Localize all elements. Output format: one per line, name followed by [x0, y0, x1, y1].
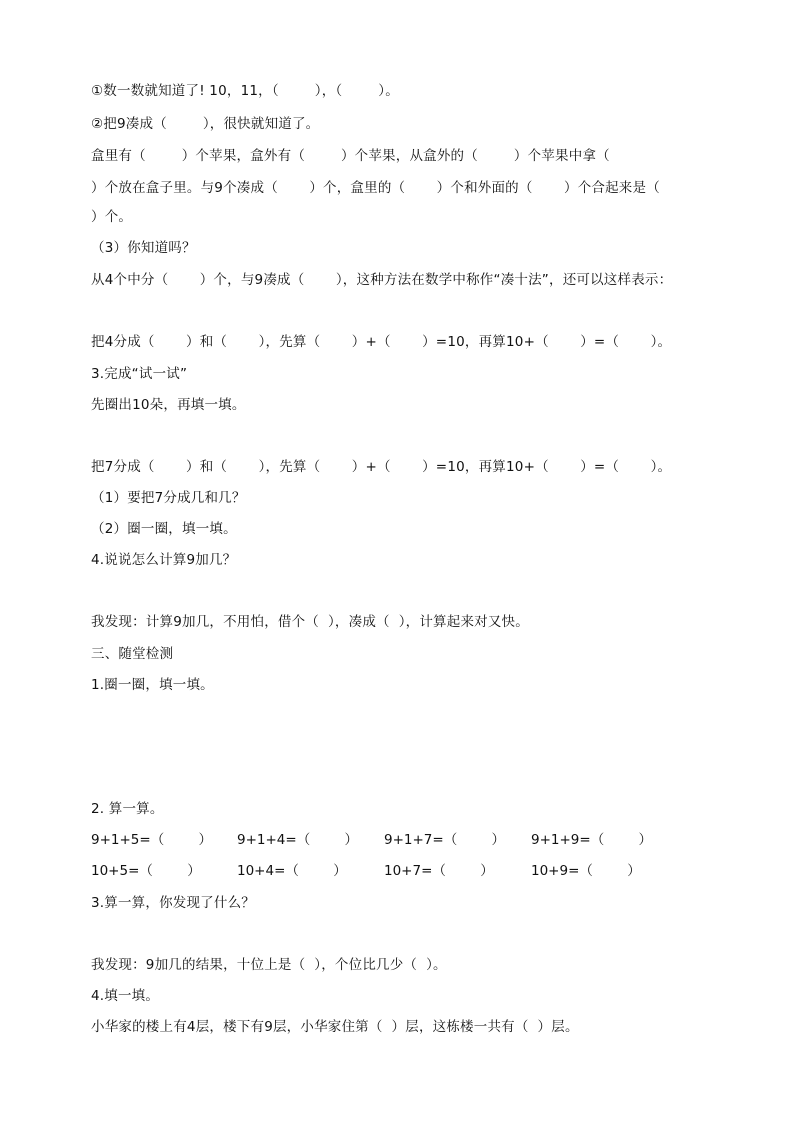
line-apples-3: ）个。	[91, 209, 133, 225]
line-q1: （1）要把7分成几和几？	[91, 490, 246, 506]
line-apples-1: 盒里有（ ）个苹果，盒外有（ ）个苹果，从盒外的（ ）个苹果中拿（	[91, 148, 610, 164]
line-floors: 小华家的楼上有4层，楼下有9层，小华家住第（ ）层，这栋楼一共有（ ）层。	[91, 1019, 579, 1035]
calc-item: 9+1+9=（ ）	[531, 832, 653, 848]
line-make-ten: ②把9凑成（ ），很快就知道了。	[91, 116, 320, 132]
calc-row-1	[91, 831, 711, 849]
line-split-4: 把4分成（ ）和（ ），先算（ ）+（ ）=10，再算10+（ ）=（ ）。	[91, 334, 672, 350]
calc-item: 10+9=（ ）	[531, 863, 641, 879]
line-do-you-know: （3）你知道吗？	[91, 240, 196, 256]
line-split-7: 把7分成（ ）和（ ），先算（ ）+（ ）=10，再算10+（ ）=（ ）。	[91, 459, 672, 475]
section-how-calc: 4.说说怎么计算9加几？	[91, 552, 237, 568]
calc-item: 9+1+5=（ ）	[91, 832, 213, 848]
calc-row-2	[91, 862, 711, 880]
section-class-test: 三、随堂检测	[91, 646, 174, 662]
line-test-1: 1.圈一圈，填一填。	[91, 677, 214, 693]
calc-item: 9+1+7=（ ）	[384, 832, 506, 848]
line-make-ten-method: 从4个中分（ ）个，与9凑成（ ），这种方法在数学中称作“凑十法”，还可以这样表示：	[91, 272, 673, 288]
line-discovery-1: 我发现：计算9加几，不用怕，借个（ ），凑成（ ），计算起来对又快。	[91, 614, 529, 630]
calc-item: 10+5=（ ）	[91, 863, 201, 879]
line-test-3: 3.算一算，你发现了什么？	[91, 895, 255, 911]
section-try-it: 3.完成“试一试”	[91, 366, 188, 382]
line-apples-2: ）个放在盒子里。与9个凑成（ ）个，盒里的（ ）个和外面的（ ）个合起来是（	[91, 180, 660, 196]
calc-item: 9+1+4=（ ）	[237, 832, 359, 848]
calc-item: 10+7=（ ）	[384, 863, 494, 879]
calc-item: 10+4=（ ）	[237, 863, 347, 879]
line-count-up: ①数一数就知道了! 10，11，（ ），（ ）。	[91, 83, 399, 99]
line-test-2: 2. 算一算。	[91, 801, 164, 817]
line-circle-10: 先圈出10朵，再填一填。	[91, 397, 246, 413]
line-q2: （2）圈一圈，填一填。	[91, 521, 237, 537]
line-discovery-2: 我发现：9加几的结果，十位上是（ ），个位比几少（ ）。	[91, 957, 447, 973]
line-test-4: 4.填一填。	[91, 988, 160, 1004]
